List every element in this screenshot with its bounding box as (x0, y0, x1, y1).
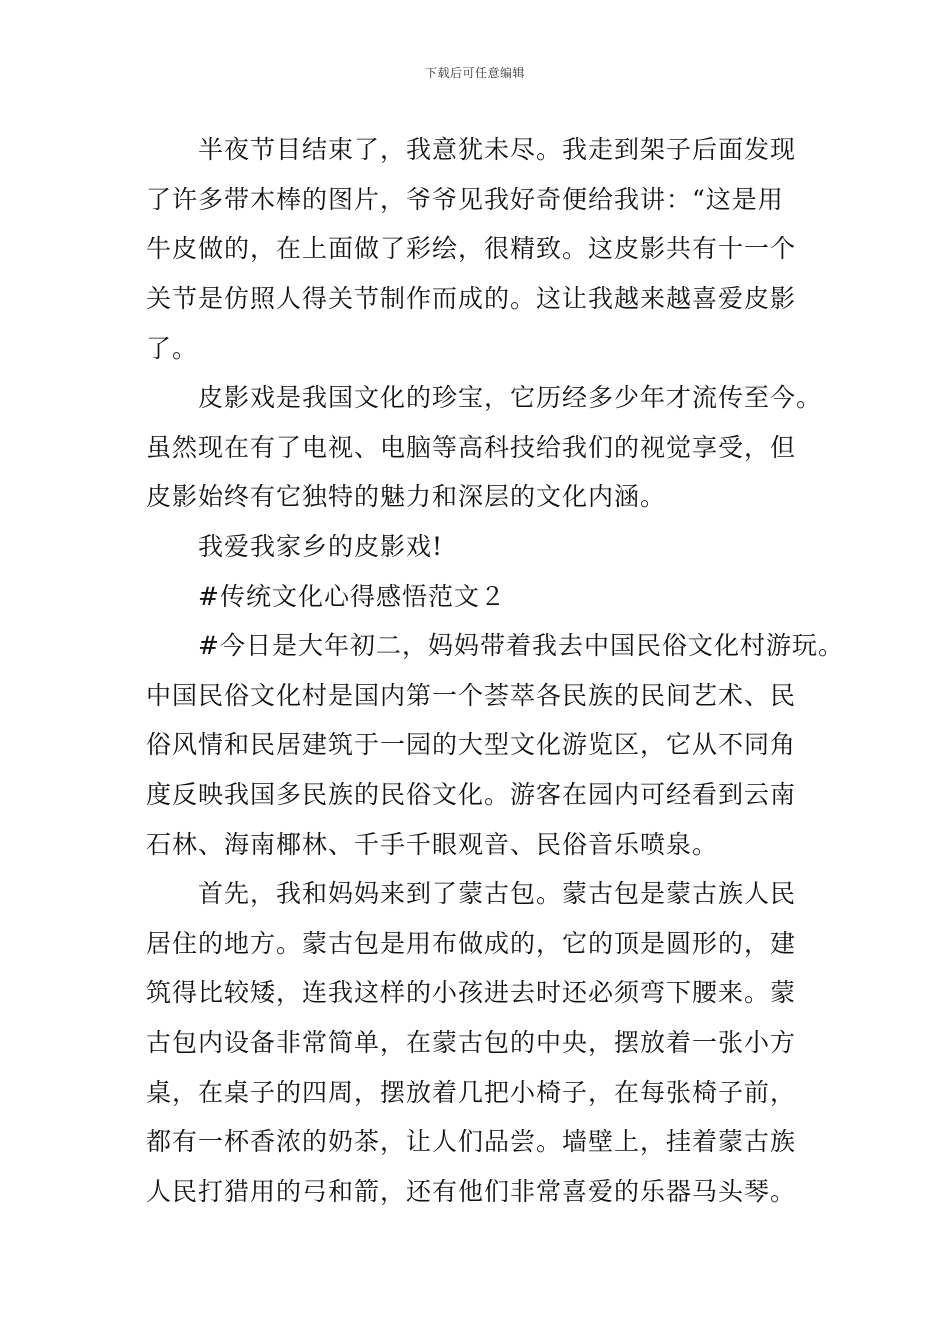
text-line: 居住的地方。蒙古包是用布做成的，它的顶是圆形的，建 (146, 929, 797, 958)
text-line: 我爱我家乡的皮影戏! (146, 532, 444, 561)
page-header: 下载后可任意编辑 (424, 66, 525, 80)
text-line: 了。 (146, 334, 199, 363)
text-line: 皮影始终有它独特的魅力和深层的文化内涵。 (146, 482, 667, 511)
text-line: #今日是大年初二，妈妈带着我去中国民俗文化村游玩。 (146, 631, 844, 660)
text-line: 俗风情和民居建筑于一园的大型文化游览区，它从不同角 (146, 730, 797, 759)
text-line: 都有一杯香浓的奶茶，让人们品尝。墙壁上，挂着蒙古族 (146, 1127, 797, 1156)
text-line: 半夜节目结束了，我意犹未尽。我走到架子后面发现 (146, 135, 797, 164)
text-line: 古包内设备非常简单，在蒙古包的中央，摆放着一张小方 (146, 1028, 797, 1057)
text-line: 石林、海南椰林、千手千眼观音、民俗音乐喷泉。 (146, 830, 719, 859)
text-line: 人民打猎用的弓和箭，还有他们非常喜爱的乐器马头琴。 (146, 1177, 797, 1206)
text-line: 度反映我国多民族的民俗文化。游客在园内可经看到云南 (146, 780, 797, 809)
text-line: 皮影戏是我国文化的珍宝，它历经多少年才流传至今。 (146, 383, 823, 412)
text-line: 虽然现在有了电视、电脑等高科技给我们的视觉享受，但 (146, 433, 797, 462)
text-line: 首先，我和妈妈来到了蒙古包。蒙古包是蒙古族人民 (146, 879, 797, 908)
text-line: 中国民俗文化村是国内第一个荟萃各民族的民间艺术、民 (146, 681, 797, 710)
text-line: 牛皮做的，在上面做了彩绘，很精致。这皮影共有十一个 (146, 234, 797, 263)
text-line: 了许多带木棒的图片，爷爷见我好奇便给我讲：“这是用 (146, 185, 784, 214)
text-line: 关节是仿照人得关节制作而成的。这让我越来越喜爱皮影 (146, 284, 797, 313)
text-line: 桌，在桌子的四周，摆放着几把小椅子，在每张椅子前， (146, 1078, 797, 1107)
text-line: #传统文化心得感悟范文２ (146, 582, 506, 611)
text-line: 筑得比较矮，连我这样的小孩进去时还必须弯下腰来。蒙 (146, 978, 797, 1007)
